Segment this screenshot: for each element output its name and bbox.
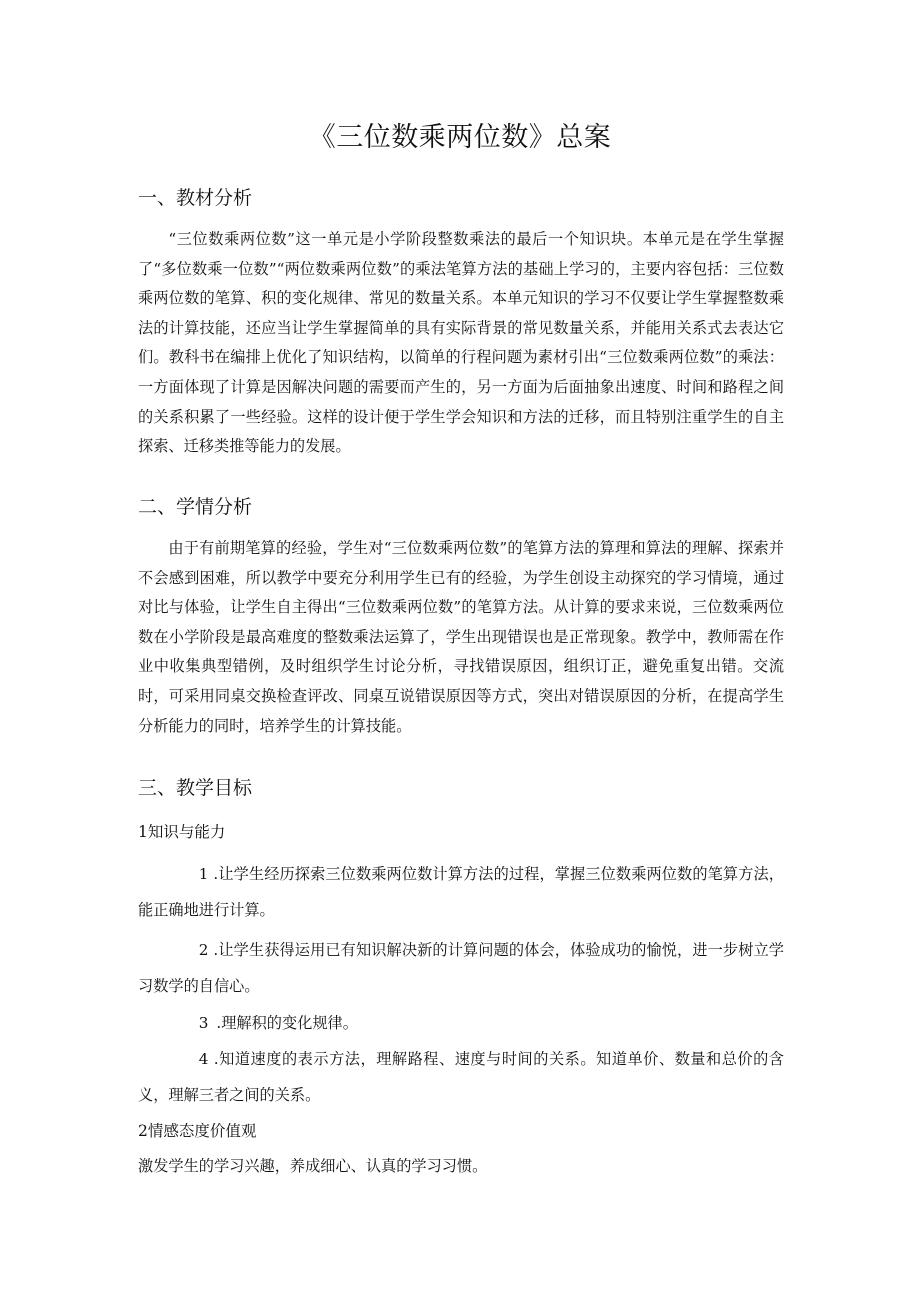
section-heading-students: 二、学情分析 bbox=[138, 496, 253, 518]
document-title: 《三位数乘两位数》总案 bbox=[308, 122, 612, 153]
section-heading-materials: 一、教材分析 bbox=[138, 187, 253, 209]
goal-item-number: 1 bbox=[198, 865, 209, 883]
section-paragraph-materials: “三位数乘两位数”这一单元是小学阶段整数乘法的最后一个知识块。本单元是在学生掌握了“多位数乘一位数”“两位数乘两位数”的乘法笔算方法的基础上学习的，主要内容包括：三位数乘两位数的笔算、积的变化规律、常见的数量关系。本单元知识的学习不仅要让学生掌握整数乘法的计算技能，还应当让学生掌握简单的具有实际背景的常见数量关系，并能用关系式去表达它们。教科书在编排上优化了知识结构，以简单的行程问题为素材引出“三位数乘两位数”的乘法：一方面体现了计算是因解决问题的需要而产生的，另一方面为后面抽象出速度、时间和路程之间的关系积累了一些经验。这样的设计便于学生学会知识和方法的迁移，而且特别注重学生的自主探索、迁移类推等能力的发展。 bbox=[138, 230, 784, 456]
goal-item-text: .让学生经历探索三位数乘两位数计算方法的过程，掌握三位数乘两位数的笔算方法，能正确地进行计算。 bbox=[138, 865, 784, 919]
goal-item-text: .知道速度的表示方法，理解路程、速度与时间的关系。知道单价、数量和总价的含义，理解三者之间的关系。 bbox=[138, 1050, 784, 1104]
goal-item-text: .理解积的变化规律。 bbox=[216, 1014, 358, 1032]
goal-item-1 bbox=[138, 856, 784, 928]
goal-subheading-emotion: 2情感态度价值观 bbox=[138, 1122, 257, 1140]
goal-item-number: 4 bbox=[198, 1050, 209, 1068]
goal-item-text: .让学生获得运用已有知识解决新的计算问题的体会，体验成功的愉悦，进一步树立学习数学的自信心。 bbox=[138, 941, 784, 995]
goal-subheading-knowledge: 1知识与能力 bbox=[138, 823, 226, 841]
goal-item-3 bbox=[138, 1005, 784, 1041]
goal-emotion-text: 激发学生的学习兴趣，养成细心、认真的学习习惯。 bbox=[138, 1157, 488, 1175]
goal-item-4 bbox=[138, 1041, 784, 1113]
goal-item-number: 3 bbox=[198, 1014, 209, 1032]
goal-item-number: 2 bbox=[198, 941, 209, 959]
goal-item-2 bbox=[138, 932, 784, 1004]
section-heading-goals: 三、教学目标 bbox=[138, 777, 253, 799]
section-paragraph-students: 由于有前期笔算的经验，学生对“三位数乘两位数”的笔算方法的算理和算法的理解、探索并不会感到困难，所以教学中要充分利用学生已有的经验，为学生创设主动探究的学习情境，通过对比与体验，让学生自主得出“三位数乘两位数”的笔算方法。从计算的要求来说，三位数乘两位数在小学阶段是最高难度的整数乘法运算了，学生出现错误也是正常现象。教学中，教师需在作业中收集典型错例，及时组织学生讨论分析，寻找错误原因，组织订正，避免重复出错。交流时，可采用同桌交换检查评改、同桌互说错误原因等方式，突出对错误原因的分析，在提高学生分析能力的同时，培养学生的计算技能。 bbox=[138, 539, 784, 735]
